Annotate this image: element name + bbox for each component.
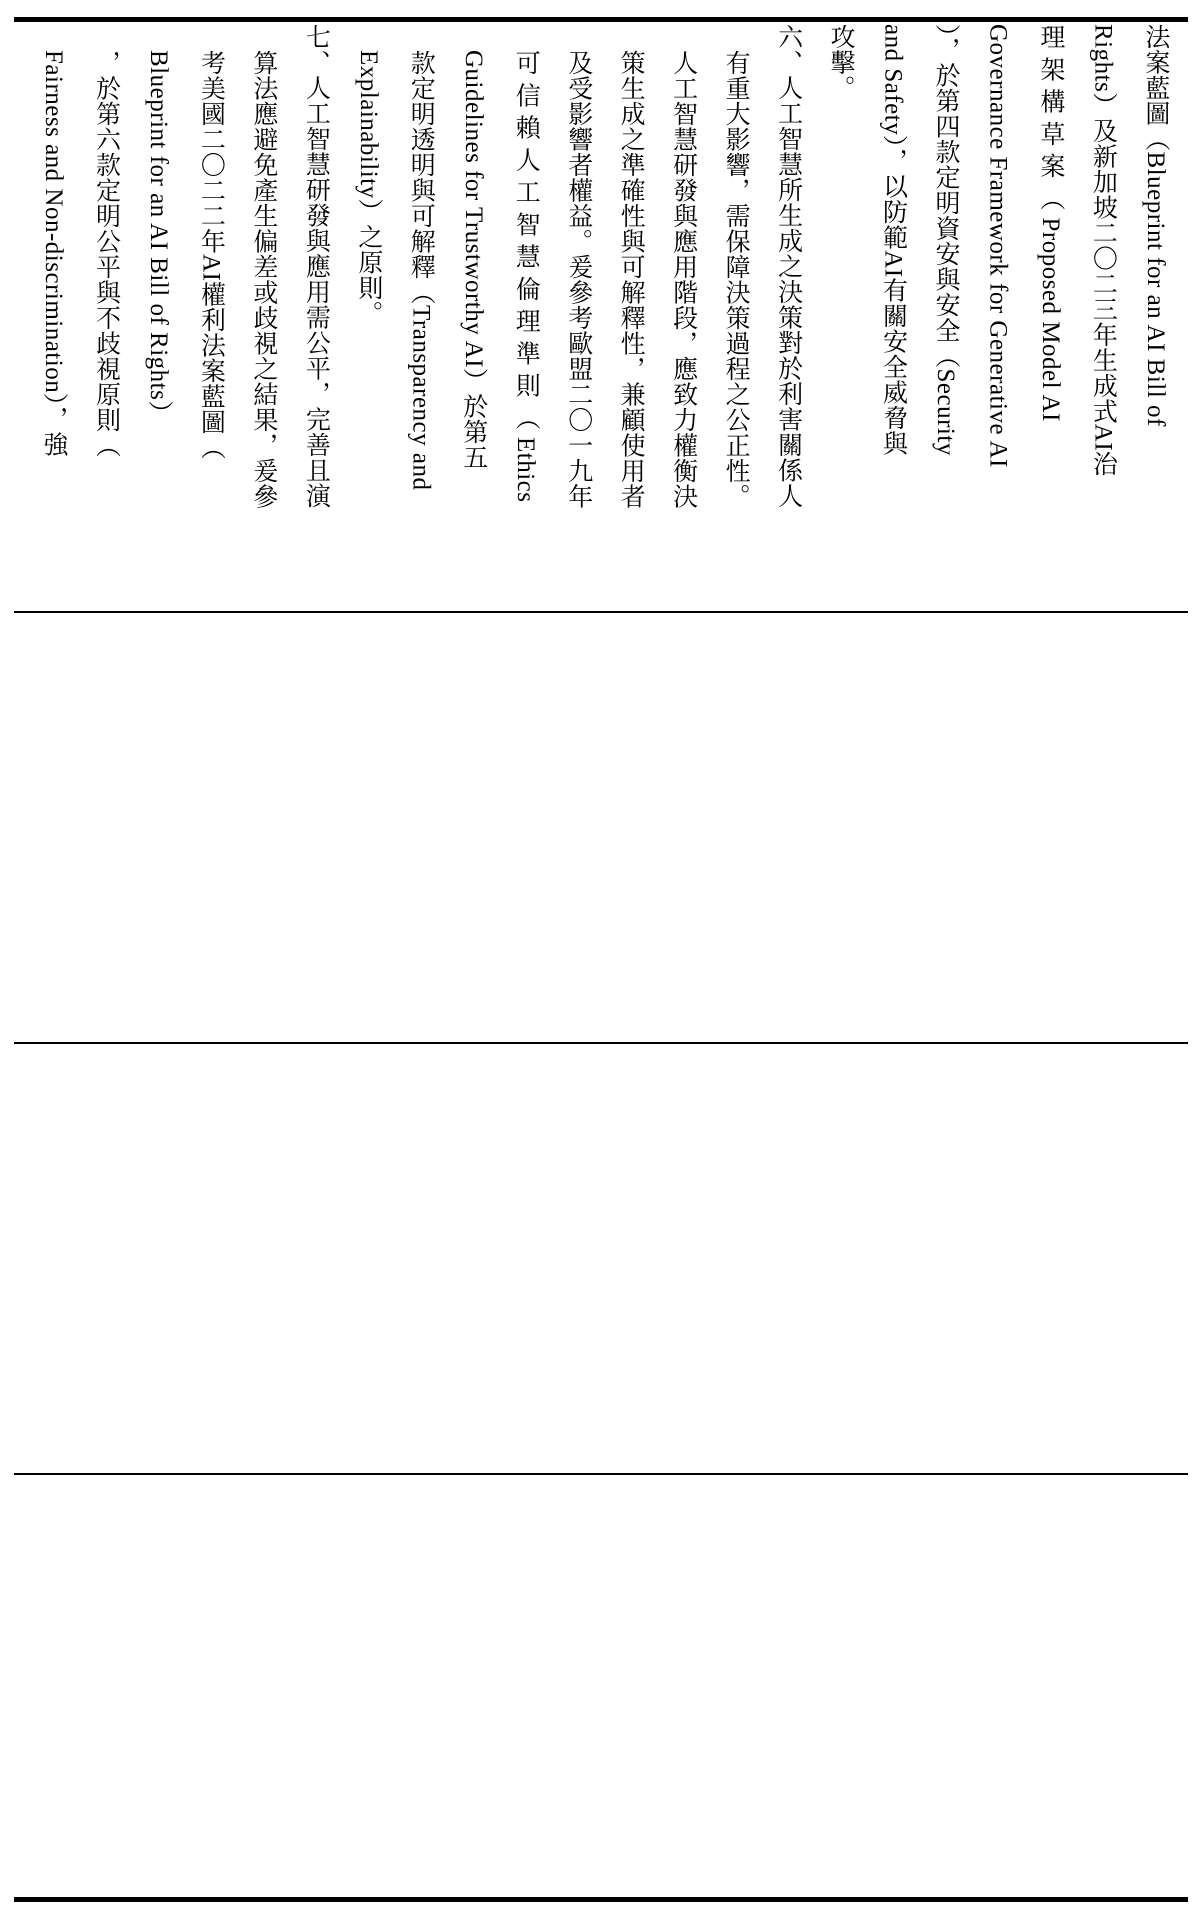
text-line: 人工智慧研發與應用階段，應致力權衡決 — [669, 50, 697, 509]
text-line: 算法應避免產生偏差或歧視之結果，爰參 — [249, 50, 277, 509]
text-line: 考美國二〇二二年AI權利法案藍圖（ — [197, 50, 225, 460]
empty-panel — [14, 1044, 1188, 1473]
text-line: 理 架 構 草 案 （ Proposed Model AI — [1036, 24, 1064, 422]
text-line: 策生成之準確性與可解釋性，兼顧使用者 — [617, 50, 645, 509]
text-line: 可 信 賴 人 工 智 慧 倫 理 準 則 （ Ethics — [512, 50, 540, 503]
text-line: Fairness and Non-discrimination），強 — [40, 50, 67, 458]
text-line: and Safety），以防範AI有關安全威脅與 — [879, 24, 907, 457]
text-line: Rights）及新加坡二〇二三年生成式AI治 — [1089, 24, 1117, 477]
text-line: Governance Framework for Generative AI — [984, 24, 1012, 468]
rotated-text-block — [18, 24, 1186, 596]
text-line: ，於第六款定明公平與不歧視原則（ — [92, 50, 120, 458]
text-line: 六、人工智慧所生成之決策對於利害關係人 — [774, 24, 802, 509]
empty-panel — [14, 613, 1188, 1042]
text-line: 攻擊。 — [827, 24, 855, 101]
text-line: Guidelines for Trustworthy AI）於第五 — [459, 50, 487, 470]
text-line: Blueprint for an AI Bill of Rights） — [144, 50, 172, 426]
text-line: 法案藍圖（Blueprint for an AI Bill of — [1141, 24, 1169, 427]
text-line: 七、人工智慧研發與應用需公平，完善且演 — [302, 24, 330, 509]
empty-panel — [14, 1475, 1188, 1897]
top-rule — [14, 17, 1188, 22]
text-line: 款定明透明與可解釋（Transparency and — [407, 50, 435, 491]
text-line: ），於第四款定明資安與安全（Security — [931, 24, 959, 456]
bottom-rule — [14, 1897, 1188, 1902]
text-line: Explainability）之原則。 — [354, 50, 382, 327]
text-line: 及受影響者權益。爰參考歐盟二〇一九年 — [564, 50, 592, 509]
text-line: 有重大影響，需保障決策過程之公正性。 — [722, 50, 750, 509]
